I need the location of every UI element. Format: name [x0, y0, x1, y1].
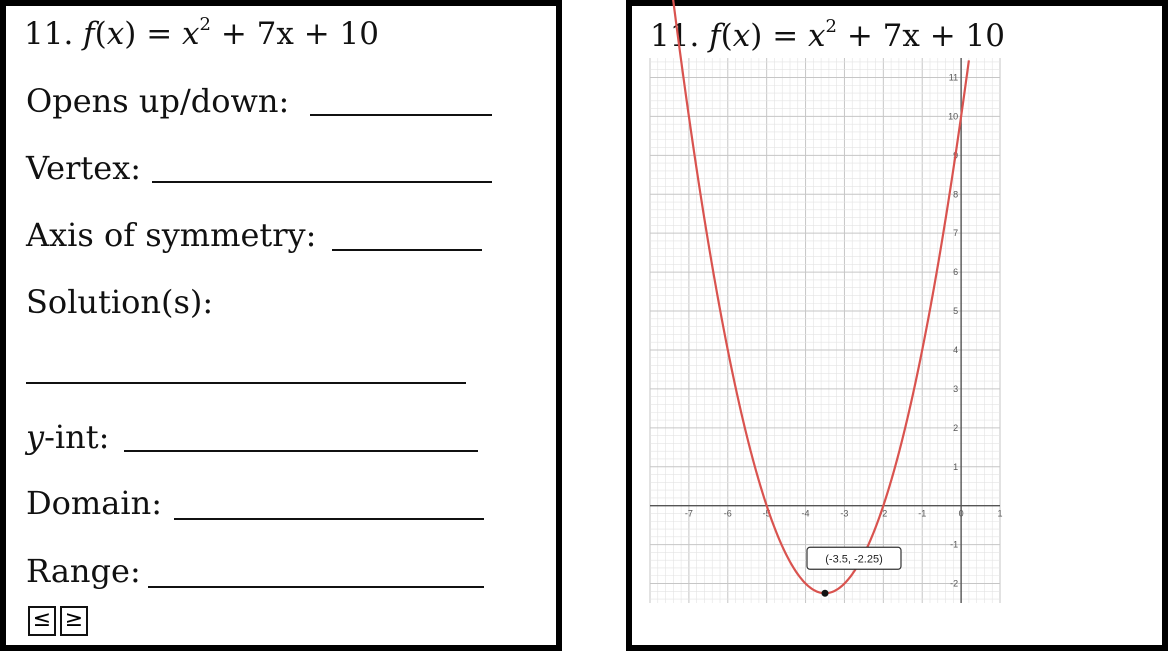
x-tick-label: -1	[918, 508, 927, 519]
y-tick-label: 11	[948, 72, 959, 83]
x-tick-label: -3	[840, 508, 849, 519]
y-int-label: y-int:	[26, 418, 110, 456]
y-tick-label: 2	[953, 422, 959, 433]
domain-label: Domain:	[26, 484, 162, 522]
axis-answer-line[interactable]	[332, 249, 482, 251]
axis-of-symmetry-label: Axis of symmetry:	[26, 216, 317, 254]
parabola-graph	[650, 58, 1003, 603]
graph-title: 11. $f(x) = x^2 + 7x + 10$	[650, 16, 1005, 54]
y-tick-label: 9	[953, 150, 959, 161]
y-tick-label: 6	[953, 267, 959, 278]
opens-label: Opens up/down:	[26, 82, 290, 120]
x-tick-label: -5	[762, 508, 771, 519]
greater-than-or-equal-symbol: ≥	[60, 606, 88, 636]
graph-panel	[626, 0, 1168, 651]
y-tick-label: 4	[953, 344, 959, 355]
x-tick-label: -4	[801, 508, 810, 519]
solutions-answer-line[interactable]	[26, 382, 466, 384]
vertex-point-label: (-3.5, -2.25)	[825, 553, 883, 566]
x-tick-label: 0	[958, 508, 964, 519]
x-tick-label: -6	[723, 508, 732, 519]
x-tick-label: 1	[997, 508, 1003, 519]
less-than-or-equal-symbol: ≤	[28, 606, 56, 636]
parabola-curve	[666, 0, 969, 593]
worksheet-title: 11. $f(x) = x^2 + 7x + 10$	[24, 14, 379, 52]
y-tick-label: 10	[948, 111, 959, 122]
range-answer-line[interactable]	[148, 586, 484, 588]
y-tick-label: -2	[950, 578, 959, 589]
y-tick-label: 8	[953, 189, 959, 200]
y-tick-label: -1	[950, 539, 959, 550]
vertex-label: Vertex:	[26, 149, 142, 187]
worksheet-panel	[0, 0, 562, 651]
range-label: Range:	[26, 552, 141, 590]
y-tick-label: 3	[953, 383, 959, 394]
x-tick-label: -7	[684, 508, 693, 519]
y-tick-label: 5	[953, 306, 959, 317]
vertex-point	[822, 590, 829, 597]
domain-answer-line[interactable]	[174, 518, 484, 520]
y-int-answer-line[interactable]	[124, 450, 478, 452]
opens-answer-line[interactable]	[310, 114, 492, 116]
y-tick-label: 7	[953, 228, 959, 239]
vertex-answer-line[interactable]	[152, 181, 492, 183]
x-tick-label: -2	[879, 508, 888, 519]
solutions-label: Solution(s):	[26, 283, 214, 321]
y-tick-label: 1	[953, 461, 959, 472]
